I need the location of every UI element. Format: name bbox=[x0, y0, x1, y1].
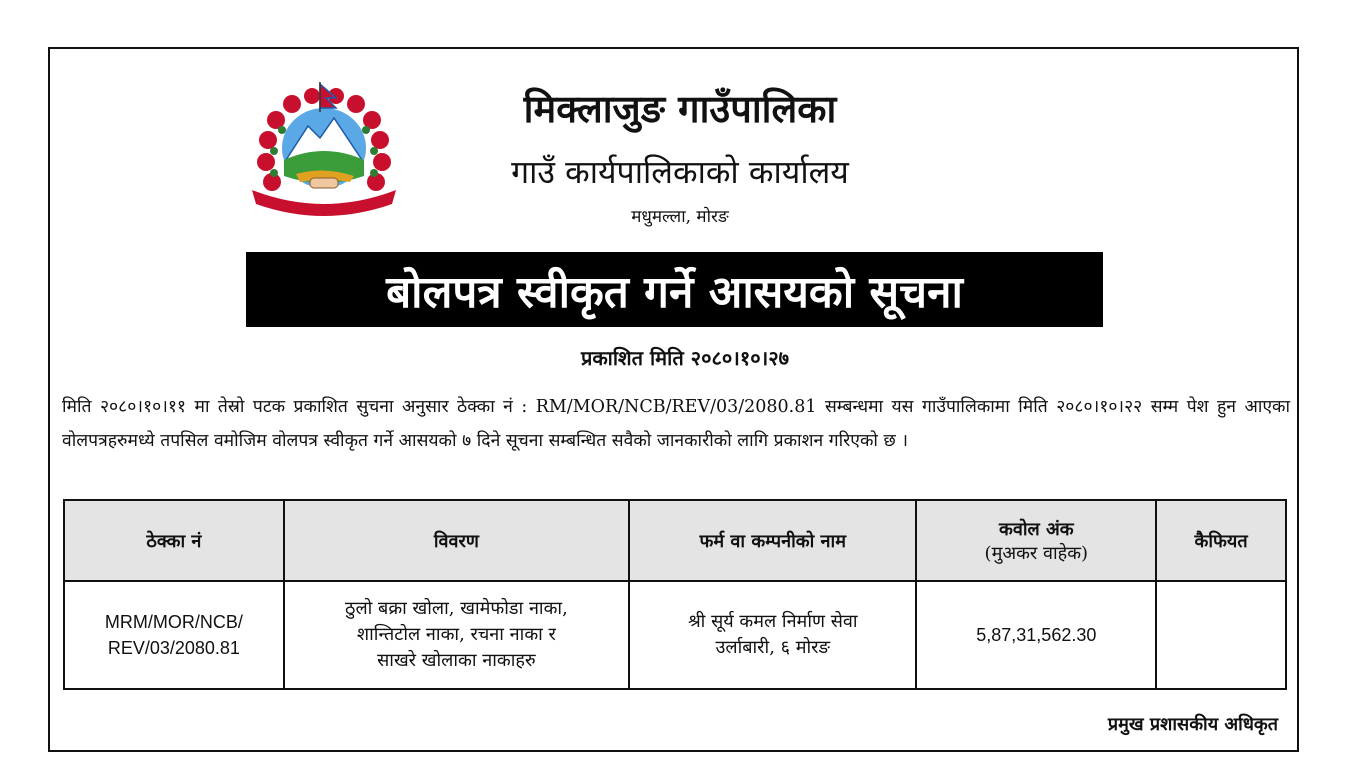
header-description: विवरण bbox=[284, 500, 629, 581]
description-line: साखरे खोलाका नाकाहरु bbox=[377, 650, 536, 671]
table-header-row bbox=[64, 500, 1286, 581]
header-bid-amount-label: कवोल अंक bbox=[999, 518, 1074, 540]
cell-remarks bbox=[1156, 581, 1286, 689]
firm-line: उर्लाबारी, ६ मोरङ bbox=[715, 637, 830, 658]
municipality-name: मिक्लाजुङ गाउँपालिका bbox=[523, 87, 837, 131]
cell-bid-amount: 5,87,31,562.30 bbox=[916, 581, 1156, 689]
office-name: गाउँ कार्यपालिकाको कार्यालय bbox=[511, 153, 849, 191]
header-bid-amount bbox=[916, 500, 1156, 581]
description-line: शान्तिटोल नाका, रचना नाका र bbox=[356, 624, 556, 645]
description-line: ठुलो बक्रा खोला, खामेफोडा नाका, bbox=[345, 598, 568, 619]
notice-body: मिति २०८०।१०।११ मा तेस्रो पटक प्रकाशित सुचना अनुसार ठेक्का नं : RM/MOR/NCB/REV/03/2080.81 सम्बन्धमा यस गाउँपालिकामा मिति २०८०।१०।२२ सम्म पेश हुन आएका वोलपत्रहरुमध्ये तपसिल वमोजिम वोलपत्र स्वीकृत गर्ने आसयको ७ दिने सूचना सम्बन्धित सवैको जानकारीको लागि प्रकाशन गरिएको छ । bbox=[62, 397, 1290, 451]
notice-title-banner bbox=[246, 252, 1103, 327]
cell-contract-no bbox=[64, 581, 284, 689]
cell-description bbox=[284, 581, 629, 689]
contract-no-line: REV/03/2080.81 bbox=[107, 638, 240, 658]
notice-title: बोलपत्र स्वीकृत गर्ने आसयको सूचना bbox=[386, 266, 963, 318]
firm-line: श्री सूर्य कमल निर्माण सेवा bbox=[687, 611, 858, 632]
nepal-emblem-icon bbox=[246, 78, 402, 220]
published-date: प्रकाशित मिति २०८०।१०।२७ bbox=[580, 346, 790, 370]
header-bid-amount-sub: (मुअकर वाहेक) bbox=[984, 542, 1089, 564]
bid-table bbox=[63, 499, 1287, 690]
cell-firm-name bbox=[629, 581, 916, 689]
table-row bbox=[64, 581, 1286, 689]
office-address: मधुमल्ला, मोरङ bbox=[631, 207, 729, 227]
header-contract-no: ठेक्का नं bbox=[64, 500, 284, 581]
contract-no-line: MRM/MOR/NCB/ bbox=[104, 612, 243, 632]
signatory: प्रमुख प्रशासकीय अधिकृत bbox=[1107, 714, 1278, 735]
header-firm-name: फर्म वा कम्पनीको नाम bbox=[629, 500, 916, 581]
header-remarks: कैफियत bbox=[1156, 500, 1286, 581]
